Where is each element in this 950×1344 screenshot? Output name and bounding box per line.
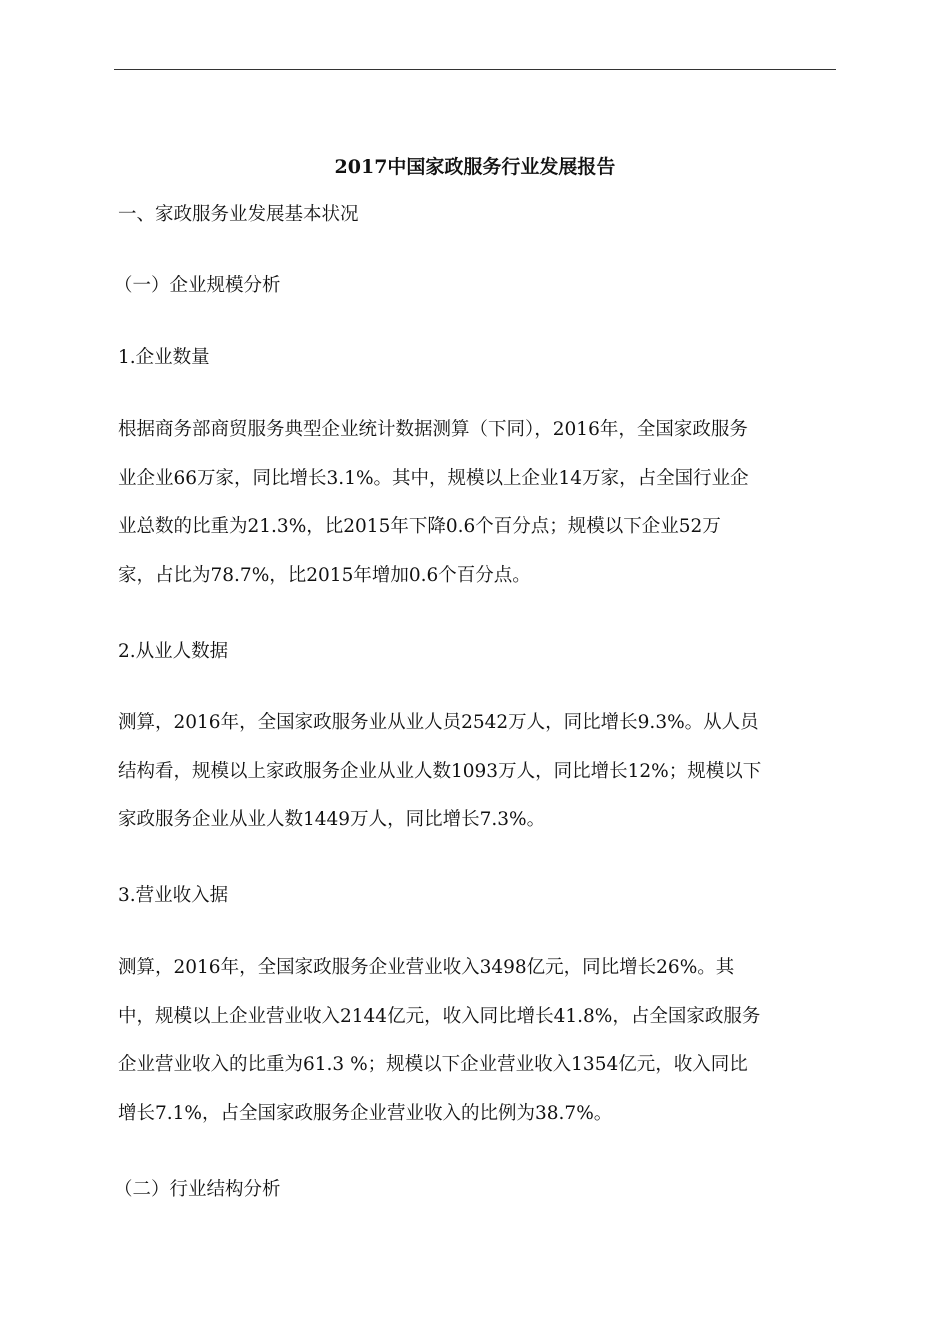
paragraph-line: 业企业66万家，同比增长3.1%。其中，规模以上企业14万家，占全国行业企 <box>118 467 749 489</box>
paragraph-line: 业总数的比重为21.3%，比2015年下降0.6个百分点；规模以下企业52万 <box>118 516 721 537</box>
paragraph-employment <box>118 699 830 845</box>
paragraph-line: 家政服务企业从业人数1449万人，同比增长7.3%。 <box>118 809 546 830</box>
header-rule <box>114 69 836 70</box>
paragraph-line: 结构看，规模以上家政服务企业从业人数1093万人，同比增长12%；规模以下 <box>118 760 762 782</box>
paragraph-line: 测算，2016年，全国家政服务业从业人员2542万人，同比增长9.3%。从人员 <box>118 712 759 733</box>
subsection-heading-2: （二）行业结构分析 <box>114 1179 281 1200</box>
paragraph-line: 中，规模以上企业营业收入2144亿元，收入同比增长41.8%，占全国家政服务 <box>118 1005 761 1027</box>
paragraph-revenue <box>118 944 830 1138</box>
item-heading-2: 2.从业人数据 <box>118 641 229 662</box>
document-title: 2017中国家政服务行业发展报告 <box>334 156 616 178</box>
paragraph-line: 增长7.1%，占全国家政服务企业营业收入的比例为38.7%。 <box>118 1102 613 1124</box>
item-heading-3: 3.营业收入据 <box>118 885 229 906</box>
item-heading-1: 1.企业数量 <box>118 347 210 368</box>
subsection-heading-1: （一）企业规模分析 <box>114 275 281 296</box>
paragraph-line: 家，占比为78.7%，比2015年增加0.6个百分点。 <box>118 564 531 586</box>
paragraph-line: 根据商务部商贸服务典型企业统计数据测算（下同），2016年，全国家政服务 <box>118 419 748 440</box>
paragraph-line: 企业营业收入的比重为61.3 %；规模以下企业营业收入1354亿元，收入同比 <box>118 1054 748 1075</box>
section-heading-1: 一、家政服务业发展基本状况 <box>118 204 359 225</box>
paragraph-line: 测算，2016年，全国家政服务企业营业收入3498亿元，同比增长26%。其 <box>118 957 735 978</box>
paragraph-enterprise-count <box>118 406 830 600</box>
